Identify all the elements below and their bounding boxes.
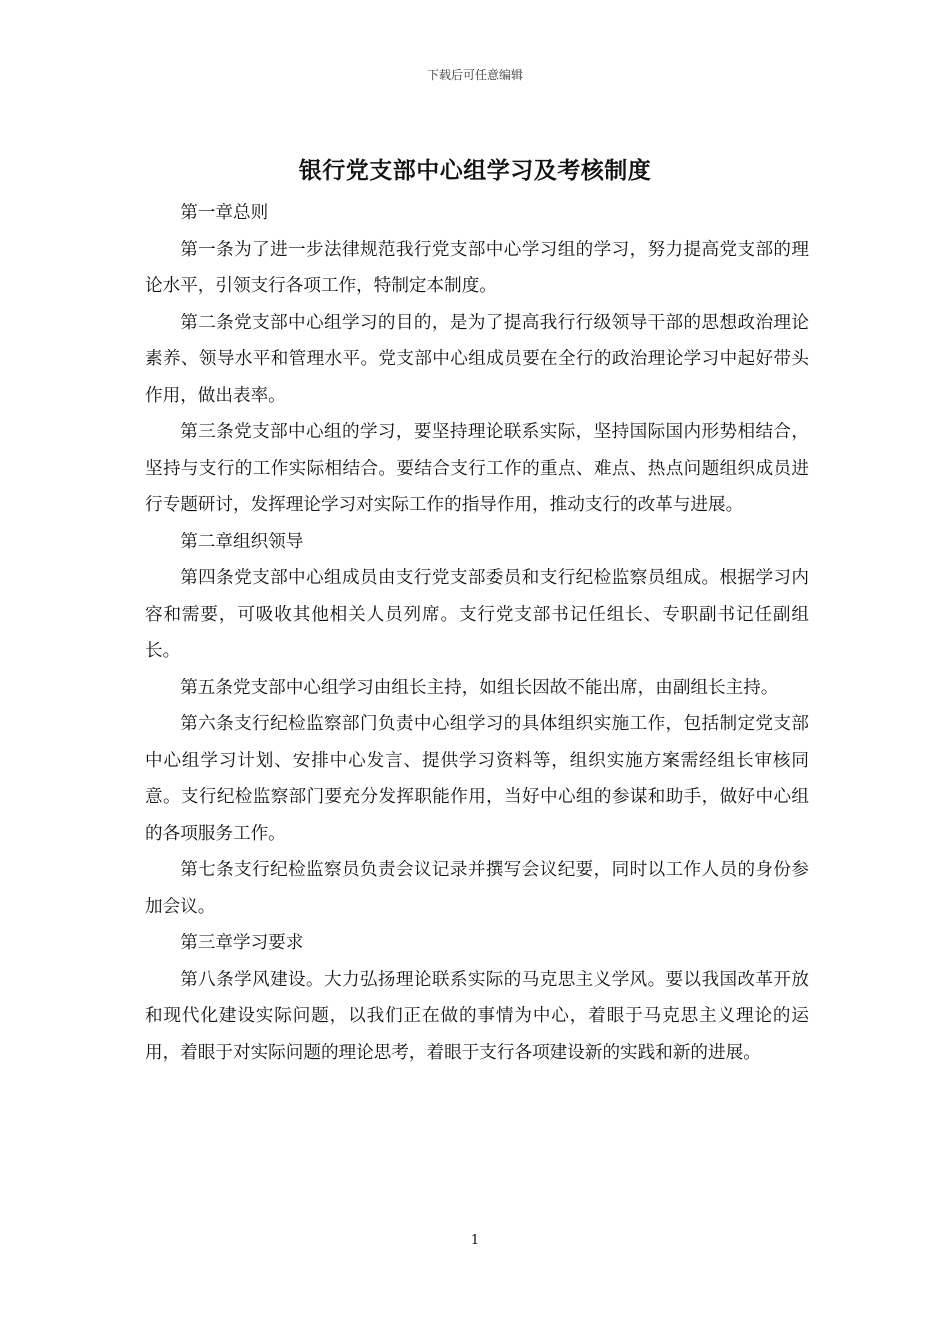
page-number: 1 — [470, 1233, 480, 1248]
article-3: 第三条党支部中心组的学习，要坚持理论联系实际，坚持国际国内形势相结合，坚持与支行的工作实际相结合。要结合支行工作的重点、难点、热点问题组织成员进行专题研讨，发挥理论学习对实际工作的指导作用，推动支行的改革与进展。 — [145, 422, 809, 515]
article-8: 第八条学风建设。大力弘扬理论联系实际的马克思主义学风。要以我国改革开放和现代化建设实际问题，以我们正在做的事情为中心，着眼于马克思主义理论的运用，着眼于对实际问题的理论思考，着眼于支行各项建设新的实践和新的进展。 — [145, 969, 809, 1063]
chapter-heading-3: 第三章学习要求 — [180, 933, 304, 953]
document-title: 银行党支部中心组学习及考核制度 — [298, 157, 652, 184]
chapter-heading-1: 第一章总则 — [180, 203, 269, 223]
article-6: 第六条支行纪检监察部门负责中心组学习的具体组织实施工作，包括制定党支部中心组学习计划、安排中心发言、提供学习资料等，组织实施方案需经组长审核同意。支行纪检监察部门要充分发挥职能作用，当好中心组的参谋和助手，做好中心组的各项服务工作。 — [145, 714, 809, 844]
article-5: 第五条党支部中心组学习由组长主持，如组长因故不能出席，由副组长主持。 — [180, 677, 779, 698]
article-1: 第一条为了进一步法律规范我行党支部中心学习组的学习，努力提高党支部的理论水平，引领支行各项工作，特制定本制度。 — [145, 239, 809, 296]
document-body — [145, 195, 809, 1071]
chapter-heading-2: 第二章组织领导 — [180, 531, 304, 552]
header-note: 下载后可任意编辑 — [426, 68, 523, 82]
article-4: 第四条党支部中心组成员由支行党支部委员和支行纪检监察员组成。根据学习内容和需要，可吸收其他相关人员列席。支行党支部书记任组长、专职副书记任副组长。 — [145, 568, 809, 661]
article-2: 第二条党支部中心组学习的目的，是为了提高我行行级领导干部的思想政治理论素养、领导水平和管理水平。党支部中心组成员要在全行的政治理论学习中起好带头作用，做出表率。 — [145, 312, 809, 406]
article-7: 第七条支行纪检监察员负责会议记录并撰写会议纪要，同时以工作人员的身份参加会议。 — [145, 860, 809, 917]
